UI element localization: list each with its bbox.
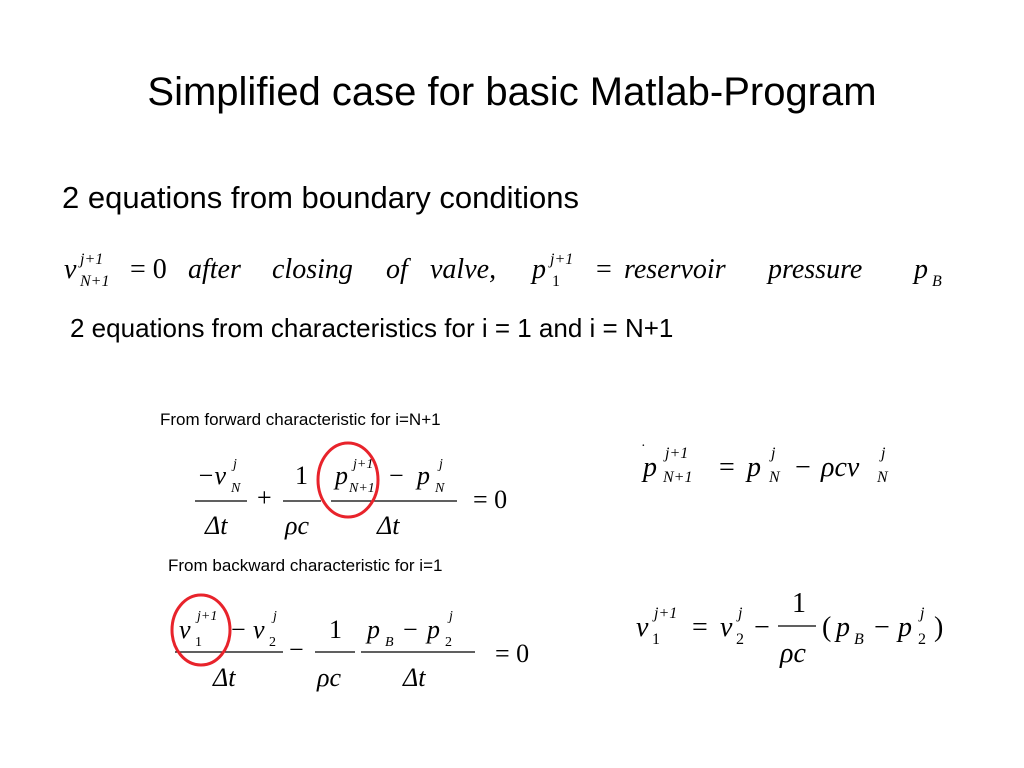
eq-word: of: [386, 254, 408, 285]
backward-solution-equation: [630, 580, 960, 680]
eq-symbol: ): [934, 612, 944, 643]
eq-symbol: v: [253, 615, 265, 644]
backward-equation: [165, 590, 565, 700]
eq-symbol: j: [273, 609, 277, 624]
eq-symbol: = 0: [130, 254, 167, 285]
eq-symbol: Δt: [377, 511, 400, 540]
eq-symbol: 2: [918, 631, 926, 648]
eq-symbol: B: [932, 273, 942, 290]
eq-symbol: j: [771, 445, 776, 462]
eq-symbol: j: [881, 445, 886, 462]
eq-symbol: p: [747, 452, 761, 483]
eq-symbol: −v: [197, 461, 227, 490]
eq-symbol: p: [417, 461, 430, 490]
eq-symbol: p: [898, 612, 912, 643]
eq-symbol: 1: [552, 273, 560, 290]
eq-symbol: =: [719, 452, 735, 483]
eq-symbol: +: [257, 483, 272, 512]
eq-symbol: j+1: [654, 605, 678, 622]
forward-solution-equation: [635, 440, 915, 500]
forward-characteristic-caption: From forward characteristic for i=N+1: [160, 410, 441, 429]
eq-symbol: N+1: [349, 481, 375, 496]
eq-symbol: j: [738, 605, 743, 622]
eq-symbol: −: [389, 461, 404, 490]
eq-symbol: p: [427, 615, 440, 644]
eq-symbol: =: [596, 254, 612, 285]
characteristics-heading: 2 equations from characteristics for i = 1 and i = N+1: [70, 313, 674, 343]
eq-symbol: N+1: [80, 273, 110, 290]
boundary-equation: [60, 240, 960, 300]
eq-symbol: p: [335, 461, 348, 490]
eq-word: pressure: [768, 254, 863, 285]
slide-title: Simplified case for basic Matlab-Program: [147, 70, 877, 114]
eq-symbol: j+1: [197, 609, 218, 624]
eq-symbol: N: [877, 469, 888, 486]
eq-symbol: ρc: [285, 511, 310, 540]
eq-symbol: −: [289, 635, 304, 664]
eq-symbol: j: [233, 457, 237, 472]
eq-word: reservoir: [624, 254, 726, 285]
eq-symbol: 2: [736, 631, 744, 648]
eq-symbol: N+1: [663, 469, 693, 486]
eq-word: valve,: [430, 254, 497, 285]
eq-symbol: j+1: [80, 251, 104, 268]
eq-symbol: N: [231, 481, 241, 496]
eq-symbol: j+1: [353, 457, 374, 472]
eq-symbol: 1: [792, 588, 806, 619]
eq-symbol: 2: [445, 635, 452, 650]
eq-symbol: B: [385, 635, 394, 650]
eq-symbol: p: [367, 615, 380, 644]
eq-symbol: = 0: [473, 485, 508, 514]
eq-symbol: −: [754, 612, 770, 643]
eq-symbol: (: [822, 612, 832, 643]
eq-symbol: 2: [269, 635, 276, 650]
eq-symbol: 1: [295, 461, 308, 490]
eq-symbol: p: [532, 254, 546, 285]
eq-symbol: N: [769, 469, 780, 486]
eq-word: after: [188, 254, 241, 285]
eq-symbol: v: [636, 612, 649, 643]
eq-symbol: 1: [329, 615, 342, 644]
eq-symbol: −: [874, 612, 890, 643]
eq-symbol: p: [836, 612, 850, 643]
eq-symbol: j: [439, 457, 443, 472]
forward-equation: [185, 440, 545, 550]
eq-symbol: j: [920, 605, 925, 622]
eq-symbol: Δt: [205, 511, 228, 540]
eq-symbol: Δt: [213, 663, 236, 692]
eq-symbol: Δt: [403, 663, 426, 692]
eq-symbol: v: [720, 612, 733, 643]
boundary-conditions-heading: 2 equations from boundary conditions: [62, 180, 579, 215]
eq-symbol: j+1: [665, 445, 689, 462]
eq-symbol: j+1: [550, 251, 574, 268]
eq-symbol: v: [179, 615, 191, 644]
eq-symbol: ρcv: [821, 452, 860, 483]
eq-symbol: = 0: [495, 639, 530, 668]
eq-symbol: v: [64, 254, 77, 285]
eq-word: closing: [272, 254, 353, 285]
eq-symbol: 1: [652, 631, 660, 648]
eq-symbol: ρc: [317, 663, 342, 692]
eq-symbol: =: [692, 612, 708, 643]
eq-symbol: p: [643, 452, 657, 483]
eq-symbol: −: [403, 615, 418, 644]
eq-symbol: 1: [195, 635, 202, 650]
eq-symbol: −: [795, 452, 811, 483]
eq-symbol: j: [449, 609, 453, 624]
eq-symbol: N: [435, 481, 445, 496]
eq-symbol: ρc: [780, 638, 806, 669]
backward-characteristic-caption: From backward characteristic for i=1: [168, 556, 443, 575]
eq-symbol: p: [914, 254, 928, 285]
eq-symbol: −: [231, 615, 246, 644]
eq-symbol: B: [854, 631, 864, 648]
highlight-circle: [318, 443, 378, 517]
eq-symbol: ·: [641, 440, 646, 454]
